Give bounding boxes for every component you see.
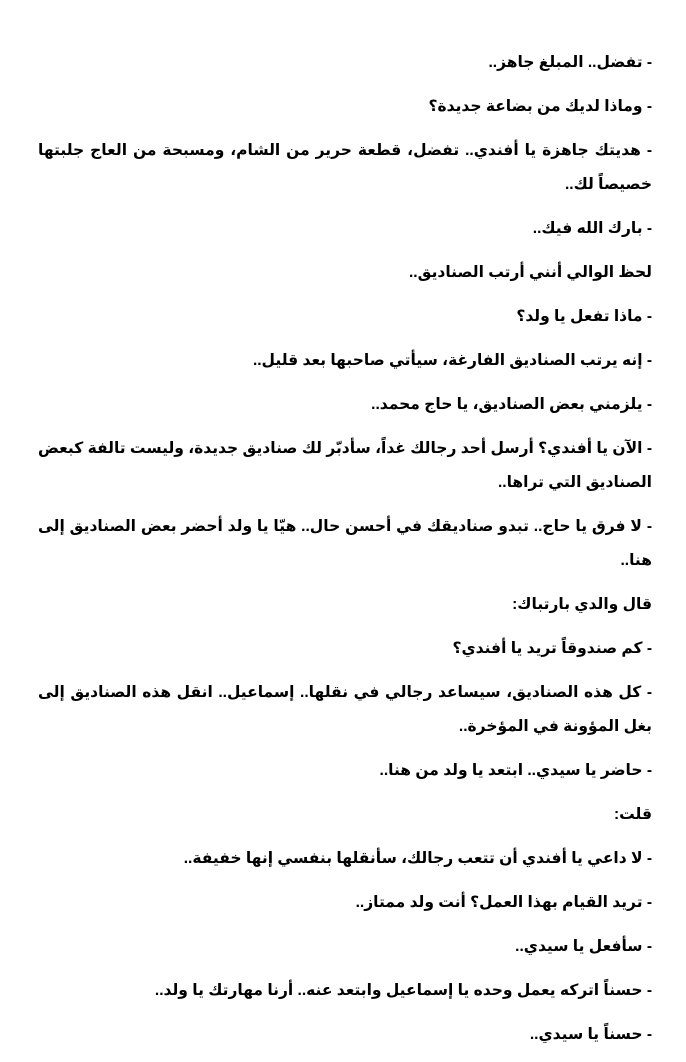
paragraph: - هديتك جاهزة يا أفندي.. تفضل، قطعة حرير من الشام، ومسبحة من العاج جلبتها خصيصاً لك..	[38, 142, 652, 193]
paragraph: - بارك الله فيك..	[532, 220, 652, 237]
document-page	[38, 46, 652, 1062]
paragraph: - كم صندوقاً تريد يا أفندي؟	[452, 640, 652, 657]
paragraph: - سأفعل يا سيدي..	[515, 938, 652, 955]
paragraph: - تريد القيام بهذا العمل؟ أنت ولد ممتاز..	[355, 894, 652, 911]
paragraph: - يلزمني بعض الصناديق، يا حاج محمد..	[371, 396, 652, 413]
paragraph: - لا فرق يا حاج.. تبدو صناديقك في أحسن حال.. هيّا يا ولد أحضر بعض الصناديق إلى هنا..	[38, 518, 652, 569]
paragraph: - حاضر يا سيدي.. ابتعد يا ولد من هنا..	[379, 762, 652, 779]
paragraph: - كل هذه الصناديق، سيساعد رجالي في نقلها.. إسماعيل.. انقل هذه الصناديق إلى بغل المؤونة في المؤخرة..	[38, 684, 652, 735]
paragraph: قال والدي بارتباك:	[512, 596, 652, 613]
paragraph: - لا داعي يا أفندي أن تتعب رجالك، سأنقلها بنفسي إنها خفيفة..	[183, 850, 652, 867]
paragraph: - ماذا تفعل يا ولد؟	[516, 308, 652, 325]
paragraph: - وماذا لديك من بضاعة جديدة؟	[428, 98, 652, 115]
paragraph: - حسناً اتركه يعمل وحده يا إسماعيل وابتعد عنه.. أرنا مهارتك يا ولد..	[154, 982, 652, 999]
paragraph: - إنه يرتب الصناديق الفارغة، سيأتي صاحبها بعد قليل..	[252, 352, 652, 369]
paragraph: - تفضل.. المبلغ جاهز..	[488, 54, 652, 71]
paragraph: - حسناً يا سيدي..	[529, 1026, 652, 1043]
paragraph: لحظ الوالي أنني أرتب الصناديق..	[409, 264, 652, 281]
paragraph: قلت:	[613, 806, 652, 823]
paragraph: - الآن يا أفندي؟ أرسل أحد رجالك غداً، سأدبّر لك صناديق جديدة، وليست تالفة كبعض الصناديق التي تراها..	[38, 440, 652, 491]
